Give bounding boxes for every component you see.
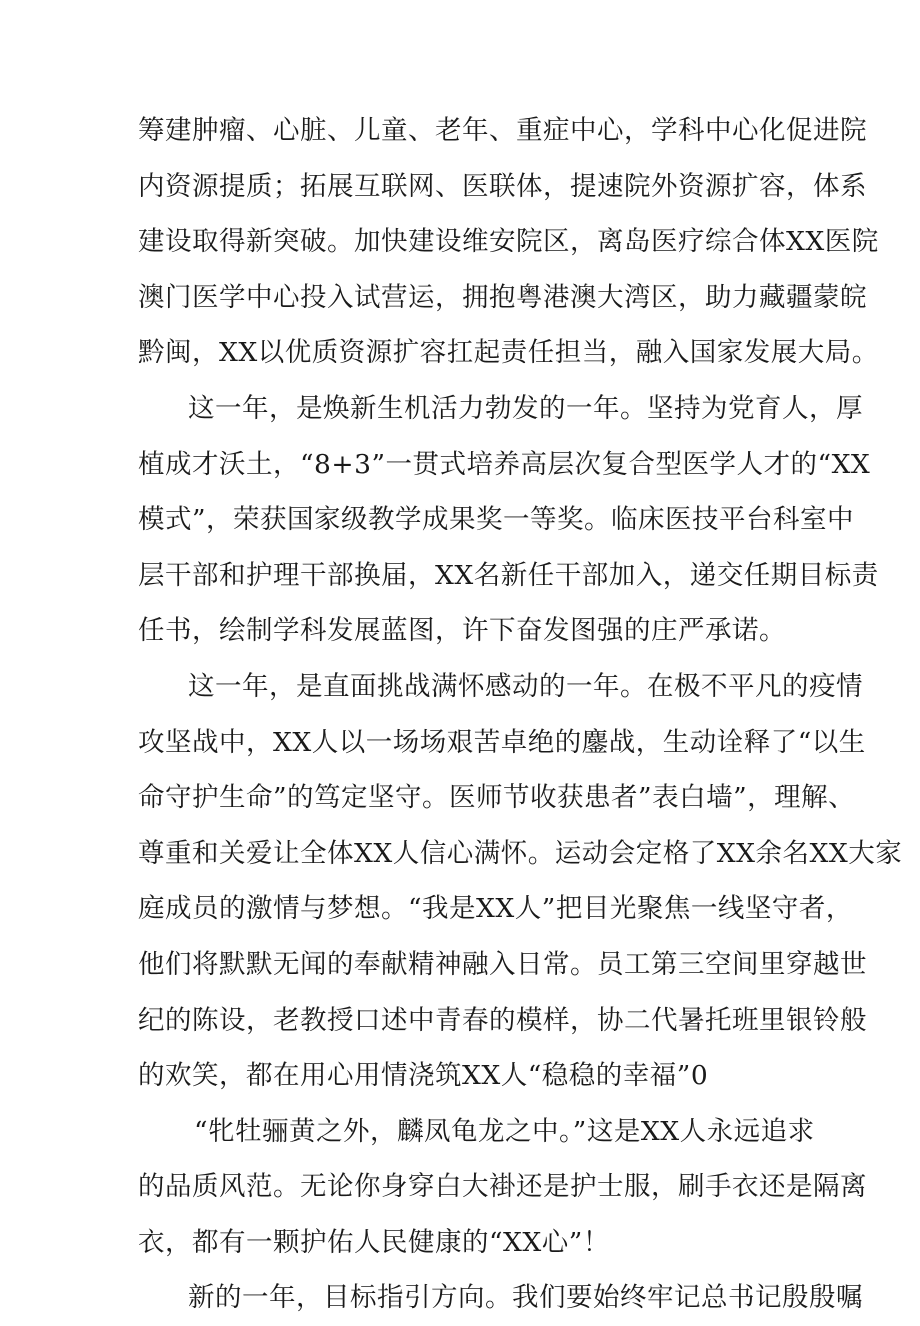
text-line: 他们将默默无闻的奉献精神融入日常。员工第三空间里穿越世 [138, 948, 867, 980]
text-line: 的品质风范。无论你身穿白大褂还是护士服，刷手衣还是隔离 [138, 1171, 867, 1203]
text-line: 建设取得新突破。加快建设维安院区，离岛医疗综合体XX医院 [138, 226, 879, 258]
text-line: 层干部和护理干部换届，XX名新任干部加入，递交任期目标责 [138, 559, 879, 591]
text-line: 攻坚战中，XX人以一场场艰苦卓绝的鏖战，生动诠释了“以生 [138, 726, 866, 758]
paragraph-start-line: 新的一年，目标指引方向。我们要始终牢记总书记殷殷嘱 [188, 1282, 863, 1314]
text-line: 纪的陈设，老教授口述中青春的模样，协二代暑托班里银铃般 [138, 1004, 867, 1036]
text-line: 黔闽，XX以优质资源扩容扛起责任担当，融入国家发展大局。 [138, 337, 879, 369]
text-line: 澳门医学中心投入试营运，拥抱粤港澳大湾区，助力藏疆蒙皖 [138, 281, 867, 313]
text-line: 尊重和关爱让全体XX人信心满怀。运动会定格了XX余名XX大家 [138, 837, 903, 869]
paragraph-start-line: “牝牡骊黄之外，麟凤龟龙之中。”这是XX人永远追求 [194, 1115, 815, 1147]
text-line: 庭成员的激情与梦想。“我是XX人”把目光聚焦一线坚守者， [138, 893, 853, 925]
text-line: 的欢笑，都在用心用情浇筑XX人“稳稳的幸福”0 [138, 1060, 709, 1092]
text-line: 任书，绘制学科发展蓝图，许下奋发图强的庄严承诺。 [138, 615, 786, 647]
text-line: 内资源提质；拓展互联网、医联体，提速院外资源扩容，体系 [138, 170, 867, 202]
text-line: 衣，都有一颗护佑人民健康的“XX心”！ [138, 1226, 610, 1258]
text-line: 筹建肿瘤、心脏、儿童、老年、重症中心，学科中心化促进院 [138, 115, 867, 146]
paragraph-start-line: 这一年，是焕新生机活力勃发的一年。坚持为党育人，厚 [188, 392, 863, 424]
paragraph-start-line: 这一年，是直面挑战满怀感动的一年。在极不平凡的疫情 [188, 670, 863, 702]
text-line: 模式”，荣获国家级教学成果奖一等奖。临床医技平台科室中 [138, 504, 855, 536]
body-text [138, 103, 903, 1326]
text-line: 命守护生命”的笃定坚守。医师节收获患者”表白墙”，理解、 [138, 782, 856, 814]
text-line: 植成才沃土，“8+3”一贯式培养高层次复合型医学人才的“XX [138, 448, 871, 480]
